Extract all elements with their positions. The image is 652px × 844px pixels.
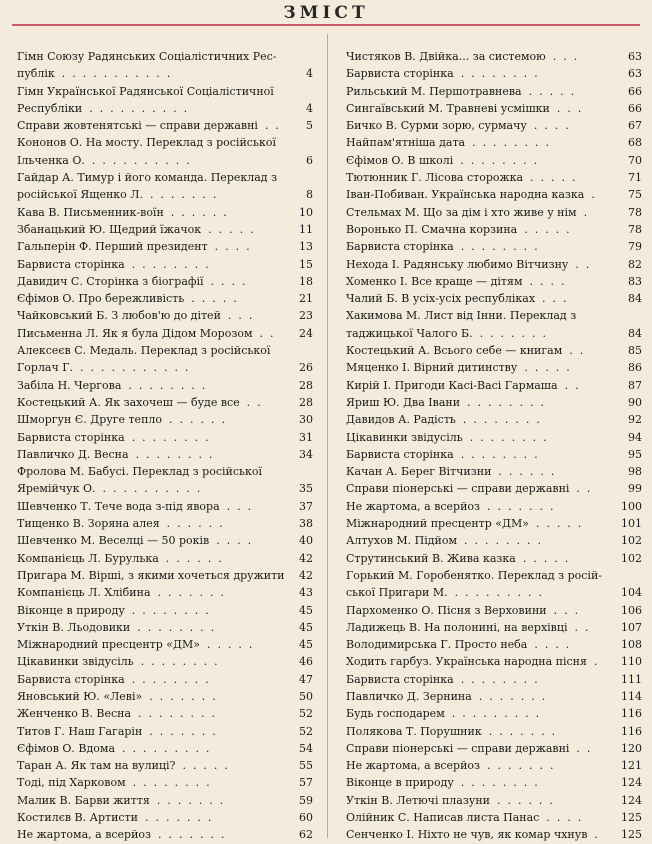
toc-entry-page-number: 95: [628, 447, 642, 461]
toc-entry-page-number: 124: [621, 776, 642, 790]
toc-entry: [346, 117, 642, 134]
toc-entry-text: Рильський М. Першотравнева . . . . .: [346, 84, 575, 98]
toc-entry: [346, 411, 642, 428]
toc-entry-page-number: 83: [628, 274, 642, 288]
toc-entry-page-number: 6: [306, 153, 313, 167]
toc-entry: [346, 359, 642, 376]
toc-entry-text: Міжнародний пресцентр «ДМ» . . . . .: [17, 638, 253, 652]
toc-entry-page-number: 102: [621, 534, 642, 548]
toc-entry: [17, 723, 313, 740]
toc-entry: [346, 602, 642, 619]
toc-entry: [17, 377, 313, 394]
toc-entry-text: Сингаївський М. Травневі усмішки . . .: [346, 101, 582, 115]
toc-entry-text: Павличко Д. Весна . . . . . . . .: [17, 447, 213, 461]
toc-entry-page-number: 45: [299, 638, 313, 652]
toc-entry-page-number: 46: [299, 655, 313, 669]
toc-entry-page-number: 71: [628, 171, 642, 185]
toc-entry-text: Барвиста сторінка . . . . . . . .: [346, 447, 538, 461]
toc-entry-text: Уткін В. Льодовики . . . . . . . .: [17, 620, 215, 634]
toc-entry: [17, 48, 313, 83]
toc-entry: [17, 394, 313, 411]
toc-entry-text: Єфімов О. Про бережливість . . . . .: [17, 292, 237, 306]
toc-entry-text: Давидов А. Радість . . . . . . . .: [346, 413, 540, 427]
toc-entry-text: Алексеєв С. Медаль. Переклад з російської Горлач Г. . . . . . . . . . . .: [17, 344, 271, 375]
toc-entry: [346, 826, 642, 843]
toc-entry: [346, 429, 642, 446]
toc-entry: [17, 463, 313, 498]
toc-entry: [17, 325, 313, 342]
toc-entry-page-number: 34: [299, 447, 313, 461]
toc-entry: [17, 238, 313, 255]
toc-entry-text: Міжнародний пресцентр «ДМ» . . . . .: [346, 517, 582, 531]
toc-entry-text: Письменна Л. Як я була Дідом Морозом . .: [17, 326, 274, 340]
toc-entry-text: Барвиста сторінка . . . . . . . .: [17, 672, 209, 686]
toc-entry: [17, 221, 313, 238]
toc-entry-page-number: 94: [628, 430, 642, 444]
toc-entry: [17, 446, 313, 463]
toc-entry-page-number: 125: [621, 811, 642, 825]
toc-entry: [17, 826, 313, 843]
toc-entry-text: Яриш Ю. Два Івани . . . . . . . .: [346, 395, 544, 409]
toc-entry: [17, 83, 313, 118]
toc-entry-page-number: 42: [299, 551, 313, 565]
toc-entry-text: Єфімов О. Вдома . . . . . . . . .: [17, 741, 210, 755]
toc-entry-text: Барвиста сторінка . . . . . . . .: [346, 240, 538, 254]
toc-entry-page-number: 57: [299, 776, 313, 790]
toc-entry: [17, 134, 313, 169]
toc-entry-text: Іван-Побиван. Українська народна казка .: [346, 188, 595, 202]
toc-entry: [17, 256, 313, 273]
toc-entry-page-number: 100: [621, 499, 642, 513]
toc-entry: [346, 740, 642, 757]
toc-entry-text: Малик В. Барви життя . . . . . . .: [17, 793, 224, 807]
toc-entry-page-number: 116: [621, 707, 642, 721]
title-rule: [12, 24, 640, 26]
toc-entry-page-number: 108: [621, 638, 642, 652]
toc-entry-text: Чалий Б. В усіх-усіх республіках . . .: [346, 292, 567, 306]
toc-entry-text: Справи піонерські — справи державні . .: [346, 482, 591, 496]
toc-entry-page-number: 84: [628, 292, 642, 306]
toc-entry-text: Костецький А. Всього себе — книгам . .: [346, 344, 584, 358]
toc-entry: [346, 169, 642, 186]
toc-entry: [346, 377, 642, 394]
toc-entry-text: Олійник С. Написав листа Панас . . . .: [346, 811, 582, 825]
toc-entry-text: Полякова Т. Порушник . . . . . . .: [346, 724, 556, 738]
toc-entry-text: Мяценко І. Вірний дитинству . . . . .: [346, 361, 570, 375]
toc-entry-text: Шморгун Є. Друге тепло . . . . . .: [17, 413, 225, 427]
toc-entry: [346, 65, 642, 82]
toc-entry: [346, 567, 642, 602]
toc-entry: [346, 671, 642, 688]
toc-entry: [346, 256, 642, 273]
toc-entry: [346, 619, 642, 636]
toc-entry-page-number: 124: [621, 793, 642, 807]
toc-entry: [346, 515, 642, 532]
toc-entry: [346, 48, 642, 65]
toc-entry-page-number: 62: [299, 828, 313, 842]
toc-entry: [17, 429, 313, 446]
toc-entry-text: Кава В. Письменник-воїн . . . . . .: [17, 205, 227, 219]
toc-entry-page-number: 67: [628, 119, 642, 133]
toc-entry: [17, 411, 313, 428]
toc-entry-text: Справи піонерські — справи державні . .: [346, 741, 591, 755]
toc-entry-text: Бичко В. Сурми зорю, сурмачу . . . .: [346, 119, 569, 133]
toc-entry: [346, 221, 642, 238]
toc-entry-text: Забіла Н. Чергова . . . . . . . .: [17, 378, 206, 392]
toc-entry-page-number: 43: [299, 586, 313, 600]
toc-entry-text: Пархоменко О. Пісня з Верховини . . .: [346, 603, 579, 617]
toc-entry-text: Тищенко В. Зоряна алея . . . . . .: [17, 517, 223, 531]
toc-entry: [346, 394, 642, 411]
toc-entry-page-number: 35: [299, 482, 313, 496]
toc-entry-page-number: 10: [299, 205, 313, 219]
toc-entry-page-number: 52: [299, 707, 313, 721]
toc-entry-page-number: 50: [299, 689, 313, 703]
toc-entry-text: Не жартома, а всерйоз . . . . . . .: [346, 759, 554, 773]
toc-entry-text: Тютюнник Г. Лісова сторожка . . . . .: [346, 171, 576, 185]
toc-entry: [17, 169, 313, 204]
toc-entry: [346, 100, 642, 117]
toc-entry-text: Гайдар А. Тимур і його команда. Переклад з російської Ященко Л. . . . . . . .: [17, 171, 278, 202]
toc-entry-text: Збанацький Ю. Щедрий їжачок . . . . .: [17, 222, 254, 236]
toc-entry-text: Хоменко І. Все краще — дітям . . . .: [346, 274, 565, 288]
toc-entry-text: Барвиста сторінка . . . . . . . .: [346, 672, 538, 686]
toc-entry-text: Гімн Союзу Радянських Соціалістичних Рес- публік . . . . . . . . . . .: [17, 50, 277, 81]
toc-entry-text: Алтухов М. Підйом . . . . . . . .: [346, 534, 541, 548]
toc-entry-text: Стельмах М. Що за дім і хто живе у нім .: [346, 205, 588, 219]
toc-entry: [346, 792, 642, 809]
toc-entry-text: Компанієць Л. Хлібина . . . . . . .: [17, 586, 224, 600]
toc-entry-text: Не жартома, а всерйоз . . . . . . .: [17, 828, 225, 842]
toc-entry: [17, 307, 313, 324]
toc-entry-page-number: 111: [621, 672, 642, 686]
toc-entry-page-number: 106: [621, 603, 642, 617]
toc-entry-text: Пригара М. Вірші, з якими хочеться дружити: [17, 568, 285, 582]
toc-entry-text: Будь господарем . . . . . . . . .: [346, 707, 540, 721]
toc-entry-page-number: 99: [628, 482, 642, 496]
toc-entry-text: Костецький А. Як захочеш — буде все . .: [17, 395, 261, 409]
toc-entry: [17, 740, 313, 757]
toc-entry: [17, 532, 313, 549]
toc-entry: [17, 671, 313, 688]
toc-entry-text: Шевченко Т. Тече вода з-під явора . . .: [17, 499, 252, 513]
toc-entry: [346, 134, 642, 151]
toc-entry-text: Віконце в природу . . . . . . . .: [346, 776, 538, 790]
toc-entry: [346, 307, 642, 342]
toc-entry-page-number: 42: [299, 568, 313, 582]
toc-entry-page-number: 30: [299, 413, 313, 427]
toc-entry-page-number: 21: [299, 292, 313, 306]
toc-entry: [346, 152, 642, 169]
toc-right-column: [346, 48, 642, 844]
toc-entry-text: Костилєв В. Артисти . . . . . . .: [17, 811, 212, 825]
toc-entry: [346, 186, 642, 203]
toc-entry-page-number: 90: [628, 395, 642, 409]
toc-entry-page-number: 8: [306, 188, 313, 202]
toc-entry: [17, 584, 313, 601]
toc-entry-text: Давидич С. Сторінка з біографії . . . .: [17, 274, 246, 288]
toc-entry-text: Женченко В. Весна . . . . . . . .: [17, 707, 215, 721]
toc-entry-page-number: 101: [621, 517, 642, 531]
toc-entry-page-number: 125: [621, 828, 642, 842]
toc-entry-text: Чайковський Б. З любов'ю до дітей . . .: [17, 309, 253, 323]
toc-entry-text: Хакимова М. Лист від Інни. Переклад з таджицької Чалого Б. . . . . . . .: [346, 309, 577, 340]
toc-entry: [346, 273, 642, 290]
toc-entry-text: Цікавинки звідусіль . . . . . . . .: [17, 655, 218, 669]
toc-entry-page-number: 37: [299, 499, 313, 513]
toc-entry: [17, 636, 313, 653]
toc-entry-text: Качан А. Берег Вітчизни . . . . . .: [346, 465, 555, 479]
toc-entry-page-number: 60: [299, 811, 313, 825]
toc-entry-page-number: 63: [628, 50, 642, 63]
toc-entry: [17, 550, 313, 567]
toc-entry: [346, 688, 642, 705]
toc-entry-text: Шевченко М. Веселці — 50 років . . . .: [17, 534, 252, 548]
toc-entry: [17, 619, 313, 636]
toc-entry-text: Уткін В. Летючі плазуни . . . . . .: [346, 793, 553, 807]
toc-entry-page-number: 28: [299, 378, 313, 392]
toc-entry: [17, 342, 313, 377]
toc-entry: [17, 273, 313, 290]
toc-entry-text: Компанієць Л. Бурулька . . . . . .: [17, 551, 222, 565]
toc-entry-page-number: 82: [628, 257, 642, 271]
toc-entry-page-number: 28: [299, 395, 313, 409]
toc-entry-page-number: 5: [306, 119, 313, 133]
toc-entry: [346, 757, 642, 774]
toc-entry: [17, 602, 313, 619]
toc-entry-page-number: 116: [621, 724, 642, 738]
toc-entry-page-number: 31: [299, 430, 313, 444]
toc-entry-text: Єфімов О. В школі . . . . . . . .: [346, 153, 538, 167]
toc-entry-text: Фролова М. Бабусі. Переклад з російської Яремійчук О. . . . . . . . . . .: [17, 465, 262, 496]
toc-entry-page-number: 114: [621, 689, 642, 703]
toc-entry-page-number: 102: [621, 551, 642, 565]
toc-entry-page-number: 63: [628, 67, 642, 81]
toc-entry: [346, 204, 642, 221]
toc-entry: [346, 774, 642, 791]
toc-entry-text: Справи жовтенятські — справи державні . .: [17, 119, 279, 133]
toc-entry-page-number: 70: [628, 153, 642, 167]
toc-entry-page-number: 54: [299, 741, 313, 755]
toc-entry-page-number: 121: [621, 759, 642, 773]
toc-entry-page-number: 55: [299, 759, 313, 773]
toc-entry-page-number: 23: [299, 309, 313, 323]
toc-entry-text: Найпам'ятніша дата . . . . . . . .: [346, 136, 550, 150]
toc-entry-page-number: 92: [628, 413, 642, 427]
toc-entry: [346, 83, 642, 100]
toc-entry: [346, 498, 642, 515]
toc-entry-text: Барвиста сторінка . . . . . . . .: [17, 430, 209, 444]
toc-entry: [17, 757, 313, 774]
toc-entry: [346, 705, 642, 722]
toc-entry-text: Кирій І. Пригоди Касі-Васі Гармаша . .: [346, 378, 579, 392]
toc-entry-text: Нехода І. Радянську любимо Вітчизну . .: [346, 257, 590, 271]
toc-entry-page-number: 87: [628, 378, 642, 392]
toc-entry-text: Ладижець В. На полонині, на верхівці . .: [346, 620, 589, 634]
toc-entry-text: Віконце в природу . . . . . . . .: [17, 603, 209, 617]
toc-entry: [17, 498, 313, 515]
toc-entry-text: Гальперін Ф. Перший президент . . . .: [17, 240, 250, 254]
page-title: ЗМІСТ: [283, 3, 369, 23]
toc-entry-page-number: 13: [299, 240, 313, 254]
toc-entry: [17, 809, 313, 826]
toc-entry: [346, 290, 642, 307]
toc-left-column: [17, 48, 313, 844]
toc-entry-page-number: 4: [306, 67, 313, 81]
toc-entry-page-number: 79: [628, 240, 642, 254]
toc-entry-page-number: 75: [628, 188, 642, 202]
toc-entry-page-number: 86: [628, 361, 642, 375]
toc-entry: [346, 550, 642, 567]
toc-entry-page-number: 26: [299, 361, 313, 375]
toc-entry: [346, 342, 642, 359]
toc-entry-page-number: 59: [299, 793, 313, 807]
toc-entry-text: Таран А. Як там на вулиці? . . . . .: [17, 759, 228, 773]
toc-entry-text: Павличко Д. Зернина . . . . . . .: [346, 689, 546, 703]
toc-entry: [346, 723, 642, 740]
toc-entry-page-number: 45: [299, 603, 313, 617]
toc-entry-text: Гімн Української Радянської Соціалістичної Республіки . . . . . . . . . .: [17, 84, 274, 115]
toc-entry-text: Горький М. Горобенятко. Переклад з росій- ської Пригари М. . . . . . . . . .: [346, 568, 603, 600]
toc-entry-page-number: 40: [299, 534, 313, 548]
toc-entry-page-number: 78: [628, 222, 642, 236]
toc-entry: [17, 705, 313, 722]
toc-entry-text: Барвиста сторінка . . . . . . . .: [17, 257, 209, 271]
toc-entry-text: Воронько П. Смачна корзина . . . . .: [346, 222, 570, 236]
toc-entry-text: Ходить гарбуз. Українська народна пісня .: [346, 655, 598, 669]
toc-entry-page-number: 84: [628, 326, 642, 340]
toc-entry: [346, 463, 642, 480]
toc-entry-page-number: 78: [628, 205, 642, 219]
toc-entry-text: Титов Г. Наш Гагарін . . . . . . .: [17, 724, 216, 738]
toc-entry-page-number: 45: [299, 620, 313, 634]
toc-entry: [346, 636, 642, 653]
toc-entry: [17, 290, 313, 307]
toc-entry-text: Кононов О. На мосту. Переклад з російської Ільченка О. . . . . . . . . . .: [17, 136, 276, 167]
toc-entry-page-number: 98: [628, 465, 642, 479]
toc-entry: [17, 567, 313, 584]
toc-entry: [17, 774, 313, 791]
toc-entry: [17, 653, 313, 670]
toc-entry-page-number: 24: [299, 326, 313, 340]
toc-entry-page-number: 47: [299, 672, 313, 686]
toc-entry-page-number: 4: [306, 101, 313, 115]
toc-entry-text: Барвиста сторінка . . . . . . . .: [346, 67, 538, 81]
toc-entry: [346, 446, 642, 463]
toc-entry-page-number: 11: [299, 222, 313, 236]
toc-entry: [17, 204, 313, 221]
toc-entry-page-number: 107: [621, 620, 642, 634]
toc-entry: [17, 515, 313, 532]
toc-entry: [17, 688, 313, 705]
toc-entry-page-number: 18: [299, 274, 313, 288]
toc-entry-page-number: 66: [628, 84, 642, 98]
toc-entry-text: Цікавинки звідусіль . . . . . . . .: [346, 430, 547, 444]
toc-entry-page-number: 110: [621, 655, 642, 669]
toc-entry-page-number: 66: [628, 101, 642, 115]
toc-entry-page-number: 38: [299, 517, 313, 531]
toc-entry: [346, 653, 642, 670]
toc-entry-text: Яновський Ю. «Леві» . . . . . . .: [17, 689, 216, 703]
toc-entry: [346, 809, 642, 826]
toc-entry-page-number: 85: [628, 344, 642, 358]
toc-entry: [17, 117, 313, 134]
toc-entry: [17, 792, 313, 809]
toc-entry-page-number: 120: [621, 741, 642, 755]
toc-entry-page-number: 104: [621, 586, 642, 600]
toc-entry-text: Чистяков В. Двійка... за системою . . .: [346, 50, 578, 63]
toc-entry: [346, 480, 642, 497]
toc-entry-page-number: 15: [299, 257, 313, 271]
toc-entry-text: Сенченко І. Ніхто не чув, як комар чхнув .: [346, 828, 598, 842]
toc-entry: [346, 238, 642, 255]
toc-entry-text: Володимирська Г. Просто неба . . . .: [346, 638, 570, 652]
toc-entry-text: Тоді, під Харковом . . . . . . . .: [17, 776, 210, 790]
toc-entry-page-number: 52: [299, 724, 313, 738]
toc-entry: [346, 532, 642, 549]
toc-entry-page-number: 68: [628, 136, 642, 150]
toc-entry-text: Струтинський В. Жива казка . . . . .: [346, 551, 569, 565]
toc-entry-text: Не жартома, а всерйоз . . . . . . .: [346, 499, 554, 513]
